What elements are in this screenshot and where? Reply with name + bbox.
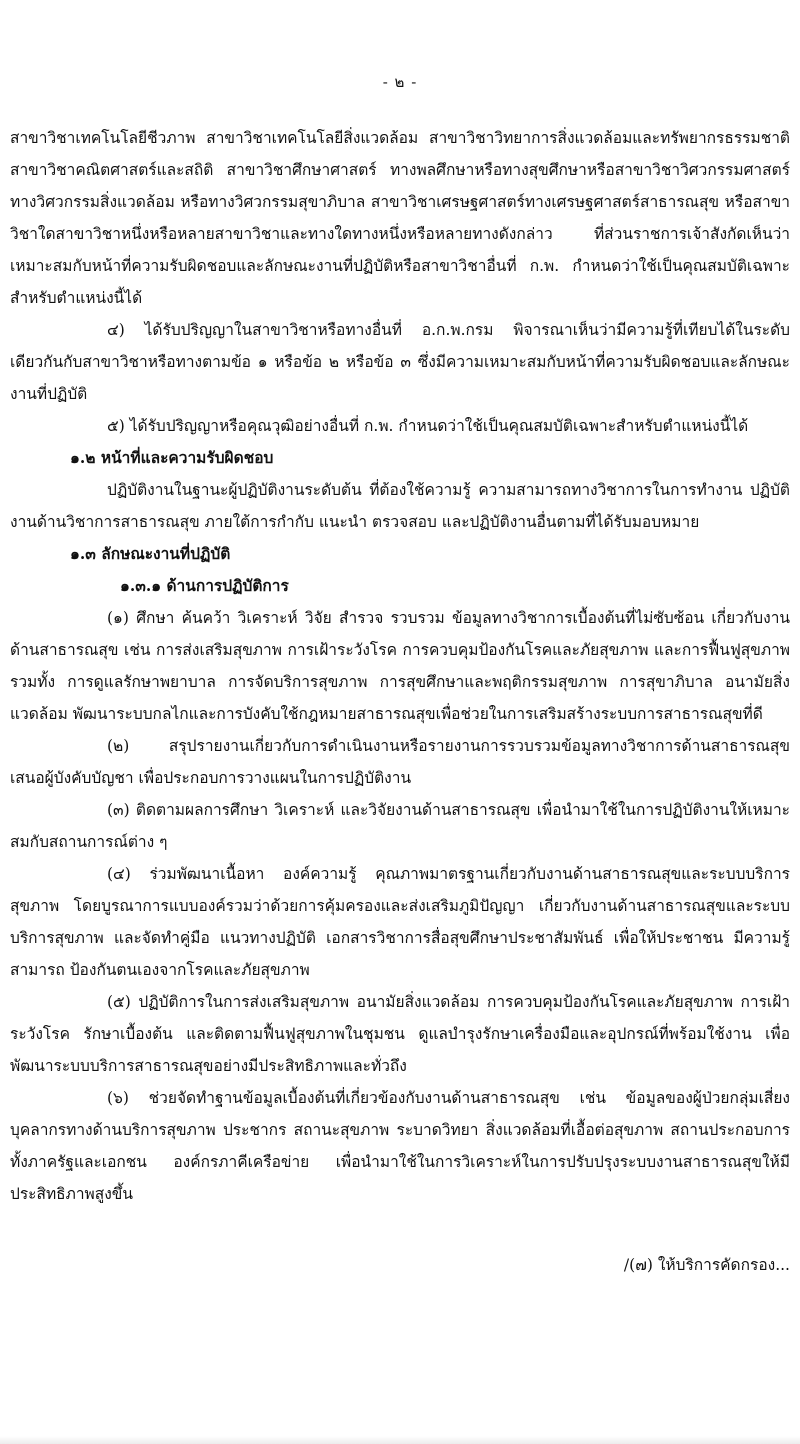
scan-bottom-edge [0, 1436, 800, 1444]
list-item-4: (๔) ร่วมพัฒนาเนื้อหา องค์ความรู้ คุณภาพมาตรฐานเกี่ยวกับงานด้านสาธารณสุขและระบบบริการสุขภาพ โดยบูรณาการแบบองค์รวมว่าด้วยการคุ้มครองและส่งเสริมภูมิปัญญา เกี่ยวกับงานด้านสาธารณสุขและระบบบริการสุขภาพ และจัดทำคู่มือ แนวทางปฏิบัติ เอกสารวิชาการสื่อสุขศึกษาประชาสัมพันธ์ เพื่อให้ประชาชน มีความรู้ สามารถ ป้องกันตนเองจากโรคและภัยสุขภาพ [10, 865, 790, 979]
document-body [10, 122, 790, 1210]
list-item-3: (๓) ติดตามผลการศึกษา วิเคราะห์ และวิจัยงานด้านสาธารณสุข เพื่อนำมาใช้ในการปฏิบัติงานให้เหมาะสมกับสถานการณ์ต่าง ๆ [10, 801, 790, 851]
heading-job-characteristics: ๑.๓ ลักษณะงานที่ปฏิบัติ [70, 544, 231, 563]
page-number: - ๒ - [382, 73, 418, 91]
list-item-2: (๒) สรุปรายงานเกี่ยวกับการดำเนินงานหรือรายงานการรวบรวมข้อมูลทางวิชาการด้านสาธารณสุข เสนอผู้บังคับบัญชา เพื่อประกอบการวางแผนในการปฏิบัติงาน [10, 737, 790, 787]
paragraph-qualifications-continued: สาขาวิชาเทคโนโลยีชีวภาพ สาขาวิชาเทคโนโลยีสิ่งแวดล้อม สาขาวิชาวิทยาการสิ่งแวดล้อมและทรัพยากรธรรมชาติ สาขาวิชาคณิตศาสตร์และสถิติ สาขาวิชาศึกษาศาสตร์ ทางพลศึกษาหรือทางสุขศึกษาหรือสาขาวิชาวิศวกรรมศาสตร์ ทางวิศวกรรมสิ่งแวดล้อม หรือทางวิศวกรรมสุขาภิบาล สาขาวิชาเศรษฐศาสตร์ทางเศรษฐศาสตร์สาธารณสุข หรือสาขาวิชาใดสาขาวิชาหนึ่งหรือหลายสาขาวิชาและทางใดทางหนึ่งหรือหลายทางดังกล่าว ที่ส่วนราชการเจ้าสังกัดเห็นว่าเหมาะสมกับหน้าที่ความรับผิดชอบและลักษณะงานที่ปฏิบัติหรือสาขาวิชาอื่นที่ ก.พ. กำหนดว่าใช้เป็นคุณสมบัติเฉพาะสำหรับตำแหน่งนี้ได้ [10, 129, 790, 307]
list-item-5: (๕) ปฏิบัติการในการส่งเสริมสุขภาพ อนามัยสิ่งแวดล้อม การควบคุมป้องกันโรคและภัยสุขภาพ การเฝ้าระวังโรค รักษาเบื้องต้น และติดตามฟื้นฟูสุขภาพในชุมชน ดูแลบำรุงรักษาเครื่องมือและอุปกรณ์ที่พร้อมใช้งาน เพื่อพัฒนาระบบบริการสาธารณสุขอย่างมีประสิทธิภาพและทั่วถึง [10, 993, 790, 1075]
heading-duties: ๑.๒ หน้าที่และความรับผิดชอบ [70, 448, 274, 467]
paragraph-qualification-5: ๕) ได้รับปริญญาหรือคุณวุฒิอย่างอื่นที่ ก.พ. กำหนดว่าใช้เป็นคุณสมบัติเฉพาะสำหรับตำแหน่งนี้ได้ [107, 417, 749, 435]
continuation-marker: /(๗) ให้บริการคัดกรอง... [623, 1256, 790, 1274]
list-item-6: (๖) ช่วยจัดทำฐานข้อมูลเบื้องต้นที่เกี่ยวข้องกับงานด้านสาธารณสุข เช่น ข้อมูลของผู้ป่วยกลุ่มเสี่ยง บุคลากรทางด้านบริการสุขภาพ ประชากร สถานะสุขภาพ ระบาดวิทยา สิ่งแวดล้อมที่เอื้อต่อสุขภาพ สถานประกอบการทั้งภาครัฐและเอกชน องค์กรภาคีเครือข่าย เพื่อนำมาใช้ในการวิเคราะห์ในการปรับปรุงระบบงานสาธารณสุขให้มีประสิทธิภาพสูงขึ้น [10, 1089, 790, 1203]
heading-operations: ๑.๓.๑ ด้านการปฏิบัติการ [120, 576, 289, 595]
list-item-1: (๑) ศึกษา ค้นคว้า วิเคราะห์ วิจัย สำรวจ รวบรวม ข้อมูลทางวิชาการเบื้องต้นที่ไม่ซับซ้อน เกี่ยวกับงานด้านสาธารณสุข เช่น การส่งเสริมสุขภาพ การเฝ้าระวังโรค การควบคุมป้องกันโรคและภัยสุขภาพ และการฟื้นฟูสุขภาพ รวมทั้ง การดูแลรักษาพยาบาล การจัดบริการสุขภาพ การสุขศึกษาและพฤติกรรมสุขภาพ การสุขาภิบาล อนามัยสิ่งแวดล้อม พัฒนาระบบกลไกและการบังคับใช้กฎหมายสาธารณสุขเพื่อช่วยในการเสริมสร้างระบบการสาธารณสุขที่ดี [10, 609, 790, 723]
paragraph-duties: ปฏิบัติงานในฐานะผู้ปฏิบัติงานระดับต้น ที่ต้องใช้ความรู้ ความสามารถทางวิชาการในการทำงาน ปฏิบัติงานด้านวิชาการสาธารณสุข ภายใต้การกำกับ แนะนำ ตรวจสอบ และปฏิบัติงานอื่นตามที่ได้รับมอบหมาย [10, 481, 790, 531]
paragraph-qualification-4: ๔) ได้รับปริญญาในสาขาวิชาหรือทางอื่นที่ อ.ก.พ.กรม พิจารณาเห็นว่ามีความรู้ที่เทียบได้ในระดับเดียวกันกับสาขาวิชาหรือทางตามข้อ ๑ หรือข้อ ๒ หรือข้อ ๓ ซึ่งมีความเหมาะสมกับหน้าที่ความรับผิดชอบและลักษณะงานที่ปฏิบัติ [10, 321, 790, 403]
